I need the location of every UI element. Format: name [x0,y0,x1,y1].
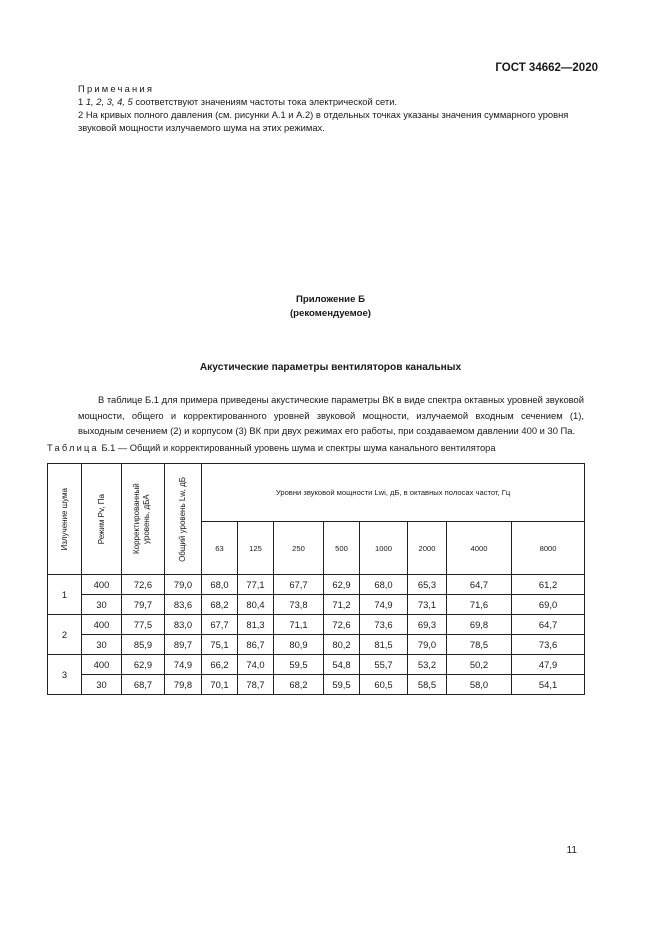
emission-cell: 2 [48,615,82,655]
level-cell: 65,3 [408,575,447,595]
header-emission: Излучение шума [48,464,82,575]
header-total: Общий уровень Lw, дБ [165,464,202,575]
level-cell: 86,7 [238,635,274,655]
level-cell: 67,7 [274,575,324,595]
level-cell: 66,2 [202,655,238,675]
level-cell: 79,0 [408,635,447,655]
appendix-subtitle: (рекомендуемое) [289,308,371,319]
emission-cell: 1 [48,575,82,615]
table-row [48,675,585,695]
level-cell: 53,2 [408,655,447,675]
mode-cell: 400 [82,615,122,635]
notes-block [78,82,583,134]
section-title: Акустические параметры вентиляторов канальных [199,362,462,373]
level-cell: 80,4 [238,595,274,615]
level-cell: 59,5 [324,675,360,695]
level-cell: 54,1 [512,675,585,695]
total-cell: 89,7 [165,635,202,655]
level-cell: 71,6 [447,595,512,615]
corrected-cell: 79,7 [122,595,165,615]
corrected-cell: 68,7 [122,675,165,695]
level-cell: 73,8 [274,595,324,615]
note-1-number: 1 [78,96,84,107]
note-1-italic: 1, 2, 3, 4, 5 [85,96,133,107]
level-cell: 47,9 [512,655,585,675]
acoustic-table [47,463,585,695]
mode-cell: 400 [82,575,122,595]
freq-cell: 500 [324,522,360,575]
level-cell: 81,5 [360,635,408,655]
header-mode: Режим Pv, Па [82,464,122,575]
header-bands: Уровни звуковой мощности Lwi, дБ, в октавных полосах частот, Гц [202,464,585,522]
appendix-heading [0,293,661,321]
level-cell: 77,1 [238,575,274,595]
level-cell: 74,9 [360,595,408,615]
level-cell: 67,7 [202,615,238,635]
level-cell: 62,9 [324,575,360,595]
level-cell: 73,1 [408,595,447,615]
level-cell: 69,0 [512,595,585,615]
level-cell: 69,3 [408,615,447,635]
total-cell: 74,9 [165,655,202,675]
table-row [48,575,585,595]
corrected-cell: 77,5 [122,615,165,635]
level-cell: 71,2 [324,595,360,615]
total-cell: 83,0 [165,615,202,635]
mode-cell: 400 [82,655,122,675]
level-cell: 74,0 [238,655,274,675]
freq-cell: 250 [274,522,324,575]
appendix-title: Приложение Б [296,294,365,305]
level-cell: 58,0 [447,675,512,695]
total-cell: 79,0 [165,575,202,595]
total-cell: 83,6 [165,595,202,615]
level-cell: 80,9 [274,635,324,655]
level-cell: 78,5 [447,635,512,655]
level-cell: 68,2 [274,675,324,695]
freq-cell: 63 [202,522,238,575]
corrected-cell: 62,9 [122,655,165,675]
level-cell: 50,2 [447,655,512,675]
note-1-text: соответствуют значениям частоты тока электрической сети. [135,96,398,107]
level-cell: 71,1 [274,615,324,635]
freq-cell: 125 [238,522,274,575]
mode-cell: 30 [82,675,122,695]
notes-title: Примечания [78,83,155,94]
table-caption-label: Таблица [47,443,99,453]
freq-cell: 1000 [360,522,408,575]
freq-cell: 8000 [512,522,585,575]
page-number: 11 [566,845,577,856]
level-cell: 75,1 [202,635,238,655]
level-cell: 68,0 [202,575,238,595]
level-cell: 61,2 [512,575,585,595]
note-1 [78,95,583,108]
level-cell: 73,6 [360,615,408,635]
level-cell: 59,5 [274,655,324,675]
level-cell: 68,0 [360,575,408,595]
table-body [48,575,585,695]
intro-paragraph: В таблице Б.1 для примера приведены акустические параметры ВК в виде спектра октавных уровней звуковой мощности, общего и корректированного уровней звуковой мощности, излучаемой входным сечением (1), выходным сечением (2) и корпусом (3) ВК при двух режимах его работы, при создаваемом давлении 400 и 30 Па. [78,394,584,436]
total-cell: 79,8 [165,675,202,695]
level-cell: 58,5 [408,675,447,695]
table-caption-text: Б.1 — Общий и корректированный уровень шума и спектры шума канального вентилятора [101,443,496,453]
level-cell: 68,2 [202,595,238,615]
header-corrected: Корректированный уровень, дБА [122,464,165,575]
level-cell: 55,7 [360,655,408,675]
level-cell: 70,1 [202,675,238,695]
freq-cell: 2000 [408,522,447,575]
corrected-cell: 85,9 [122,635,165,655]
mode-cell: 30 [82,595,122,615]
corrected-cell: 72,6 [122,575,165,595]
freq-cell: 4000 [447,522,512,575]
level-cell: 60,5 [360,675,408,695]
table-row [48,635,585,655]
table-row [48,595,585,615]
note-2: 2 На кривых полного давления (см. рисунки А.1 и А.2) в отдельных точках указаны значения суммарного уровня звуковой мощности излучаемого шума на этих режимах. [78,109,569,133]
table-caption [47,443,496,453]
table-row [48,615,585,635]
level-cell: 69,8 [447,615,512,635]
level-cell: 78,7 [238,675,274,695]
emission-cell: 3 [48,655,82,695]
level-cell: 64,7 [512,615,585,635]
level-cell: 80,2 [324,635,360,655]
document-header: ГОСТ 34662—2020 [495,62,598,74]
level-cell: 72,6 [324,615,360,635]
level-cell: 64,7 [447,575,512,595]
level-cell: 73,6 [512,635,585,655]
level-cell: 81,3 [238,615,274,635]
table-row [48,655,585,675]
level-cell: 54,8 [324,655,360,675]
mode-cell: 30 [82,635,122,655]
